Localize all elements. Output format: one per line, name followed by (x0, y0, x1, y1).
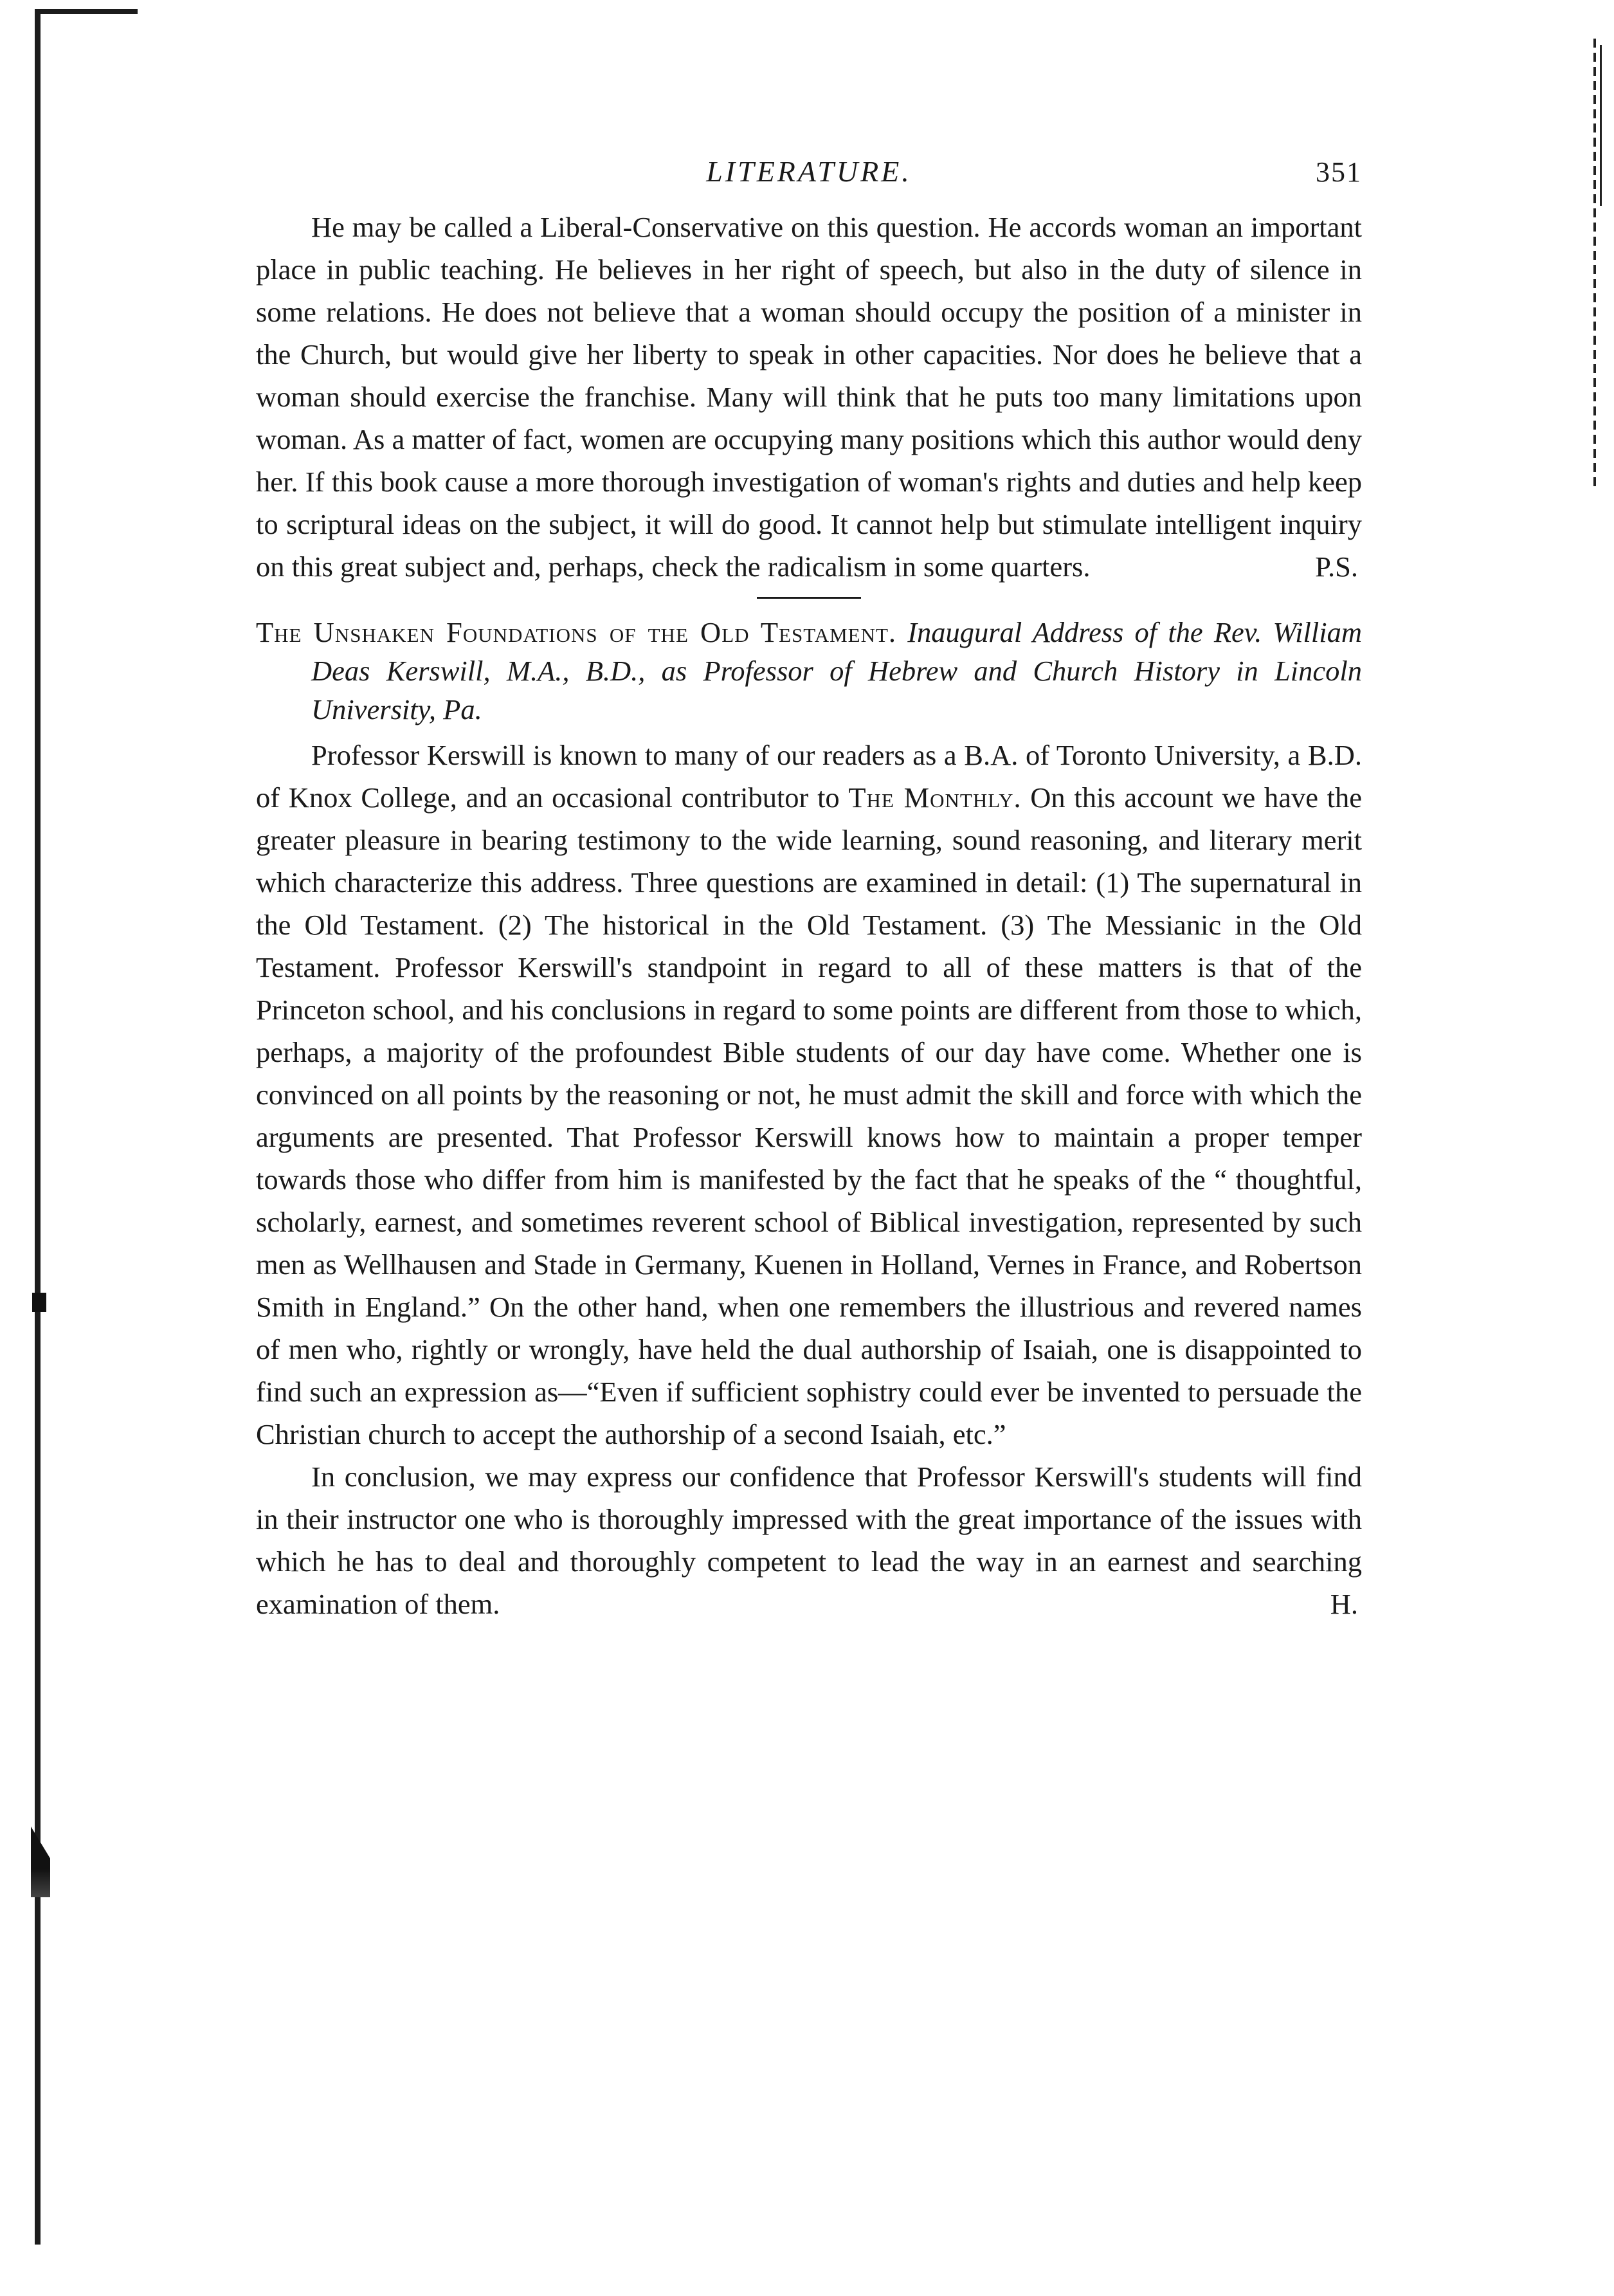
reviewer-signature: P.S. (1315, 551, 1358, 583)
reviewer-signature: H. (1330, 1588, 1358, 1620)
scan-edge-left (35, 13, 41, 2245)
scan-edge-right (1593, 39, 1596, 489)
scan-edge-right (1600, 45, 1602, 206)
scan-edge-top (35, 9, 138, 14)
review-heading (256, 613, 1362, 729)
review-paragraph (256, 734, 1362, 1455)
review-text: On this account we have the greater pleasure in bearing testimony to the wide learning, sound reasoning, and literary merit which characterize this address. Three questions are examined in detail: (1) The supernatural in the Old Testament. (2) The historical in the Old Testament. (3) The Messianic in the Old Testament. Professor Kerswill's standpoint in regard to all of these matters is that of the Princeton school, and his conclusions in regard to some points are different from those to which, perhaps, a majority of the profoundest Bible students of our day have come. Whether one is convinced on all points by the reasoning or not, he must admit the skill and force with which the arguments are presented. That Professor Kerswill knows how to maintain a proper temper towards those who differ from him is manifested by the fact that he speaks of the “ thoughtful, scholarly, earnest, and sometimes reverent school of Biblical investigation, represented by such men as Wellhausen and Stade in Germany, Kuenen in Holland, Vernes in France, and Robertson Smith in England.” On the other hand, when one remembers the illustrious and revered names of men who, rightly or wrongly, have held the dual authorship of Isaiah, one is disappointed to find such an expression as—“Even if sufficient sophistry could ever be invented to persuade the Christian church to accept the authorship of a second Isaiah, etc.” (256, 781, 1362, 1450)
book-subtitle: Inaugural Address of the Rev. William Deas Kerswill, M.A., B.D., as Professor of Hebrew and Church History in Lincoln University, Pa. (311, 616, 1362, 725)
review-paragraph (256, 1455, 1362, 1625)
review-text: In conclusion, we may express our confidence that Professor Kerswill's students will find in their instructor one who is thoroughly impressed with the great importance of the issues with which he has to deal and thoroughly competent to lead the way in an earnest and searching examination of them. (256, 1461, 1362, 1620)
section-divider (757, 597, 861, 599)
review-paragraph (256, 206, 1362, 588)
journal-name: The Monthly. (848, 781, 1022, 814)
scan-edge-mark (32, 1293, 46, 1312)
running-head (256, 154, 1362, 206)
book-title: The Unshaken Foundations of the Old Testament. (256, 616, 897, 648)
page-number: 351 (1316, 156, 1362, 188)
review-text: He may be called a Liberal-Conservative on this question. He accords woman an important place in public teaching. He believes in her right of speech, but also in the duty of silence in some relations. He does not believe that a woman should occupy the position of a minister in the Church, but would give her liberty to speak in other capacities. Nor does he believe that a woman should exercise the franchise. Many will think that he puts too many limitations upon woman. As a matter of fact, women are occupying many positions which this author would deny her. If this book cause a more thorough investigation of woman's rights and duties and help keep to scriptural ideas on the subject, it will do good. It cannot help but stimulate intelligent inquiry on this great subject and, perhaps, check the radicalism in some quarters. (256, 211, 1362, 583)
review-text: Professor Kerswill is known to many of our readers as a B.A. of Toronto University, a B.D. of Knox College, and an occasional contributor to (256, 739, 1362, 814)
book-page (256, 154, 1362, 1625)
scan-edge-mark (31, 1827, 50, 1897)
running-title: LITERATURE. (706, 155, 912, 188)
